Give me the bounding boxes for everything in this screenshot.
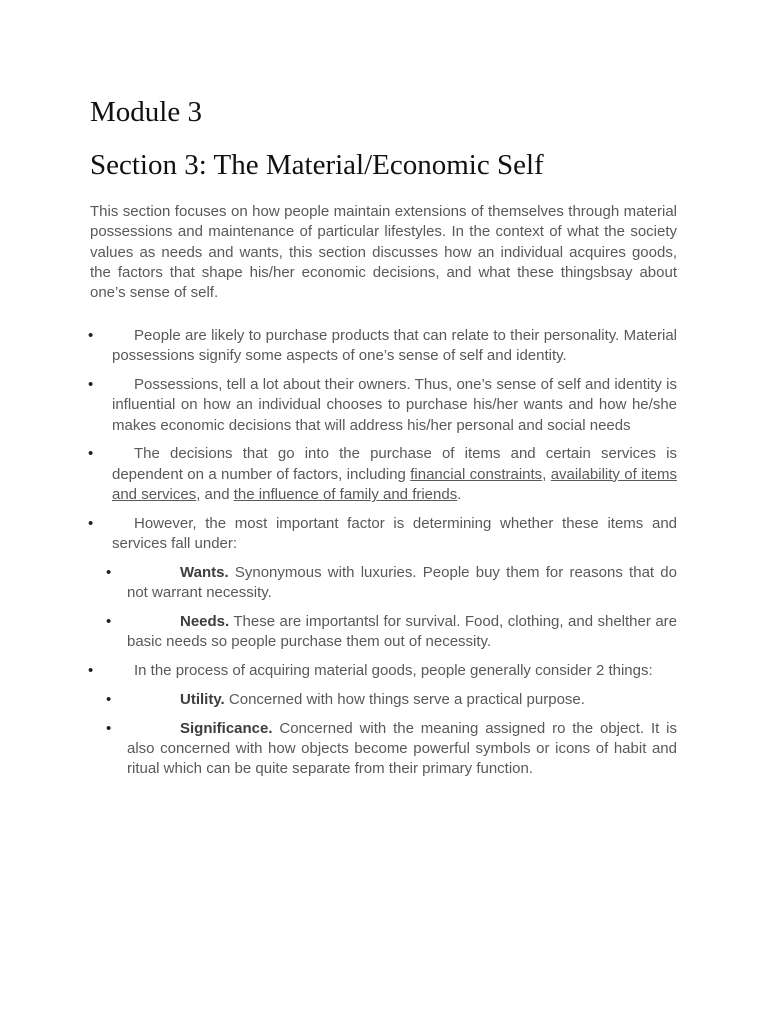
bullet-list	[90, 326, 677, 788]
link-influence-family-friends[interactable]: the influence of family and friends	[233, 486, 458, 504]
item-text: People are likely to purchase products that can relate to their personality. Material possessions signify some aspects of one’s sense of self and identity.	[112, 327, 677, 365]
bullet-icon: •	[88, 662, 94, 680]
term-needs: Needs.	[180, 613, 230, 631]
item-text: In the process of acquiring material goods, people generally consider 2 things:	[134, 662, 653, 680]
item-text: The decisions that go into the purchase of items and certain services is dependent on a number of factors, including	[112, 445, 677, 483]
item-text: However, the most important factor is determining whether these items and services fall under:	[112, 514, 677, 553]
list-item	[90, 326, 677, 367]
bullet-icon: •	[88, 327, 94, 344]
section-heading: Section 3: The Material/Economic Self	[90, 149, 544, 181]
sub-list-item	[90, 612, 677, 653]
bullet-icon: •	[106, 719, 112, 737]
list-item	[90, 444, 677, 505]
link-financial-constraints[interactable]: financial constraints	[410, 465, 543, 483]
term-wants: Wants.	[180, 563, 229, 581]
item-separator: ,	[542, 465, 551, 483]
bullet-icon: •	[106, 613, 112, 631]
item-text: Concerned with the meaning assigned ro the object. It is also concerned with how objects become powerful symbols or icons of habit and ritual which can be quite separate from their primary function.	[127, 719, 677, 778]
item-text: Synonymous with luxuries. People buy them for reasons that do not warrant necessity.	[127, 563, 677, 602]
item-end: .	[457, 486, 462, 504]
term-significance: Significance.	[180, 719, 273, 737]
item-text: These are importantsl for survival. Food, clothing, and shelther are basic needs so people purchase them out of necessity.	[127, 613, 677, 651]
list-item	[90, 514, 677, 555]
item-separator: , and	[196, 486, 234, 504]
bullet-icon: •	[106, 690, 112, 708]
sub-list-item	[90, 690, 677, 710]
bullet-icon: •	[88, 445, 94, 463]
bullet-icon: •	[88, 514, 94, 532]
link-availability[interactable]: availability of items and services	[112, 465, 677, 504]
bullet-icon: •	[106, 563, 112, 581]
list-item	[90, 661, 677, 681]
item-text: Possessions, tell a lot about their owners. Thus, one’s sense of self and identity is influential on how an individual chooses to purchase his/her wants and how he/she makes economic decisions that will address his/her personal and social needs	[112, 376, 677, 434]
term-utility: Utility.	[180, 690, 225, 708]
intro-paragraph: This section focuses on how people maintain extensions of themselves through material possessions and maintenance of particular lifestyles. In the context of what the society values as needs and wants, this section discusses how an individual acquires goods, the factors that shape his/her economic decisions, and what these thingsbsay about one’s sense of self.	[90, 203, 677, 302]
sub-list-item	[90, 719, 677, 780]
bullet-icon: •	[88, 376, 94, 394]
item-text: Concerned with how things serve a practical purpose.	[224, 690, 585, 708]
sub-list-item	[90, 563, 677, 604]
module-heading: Module 3	[90, 96, 202, 128]
list-item	[90, 375, 677, 436]
